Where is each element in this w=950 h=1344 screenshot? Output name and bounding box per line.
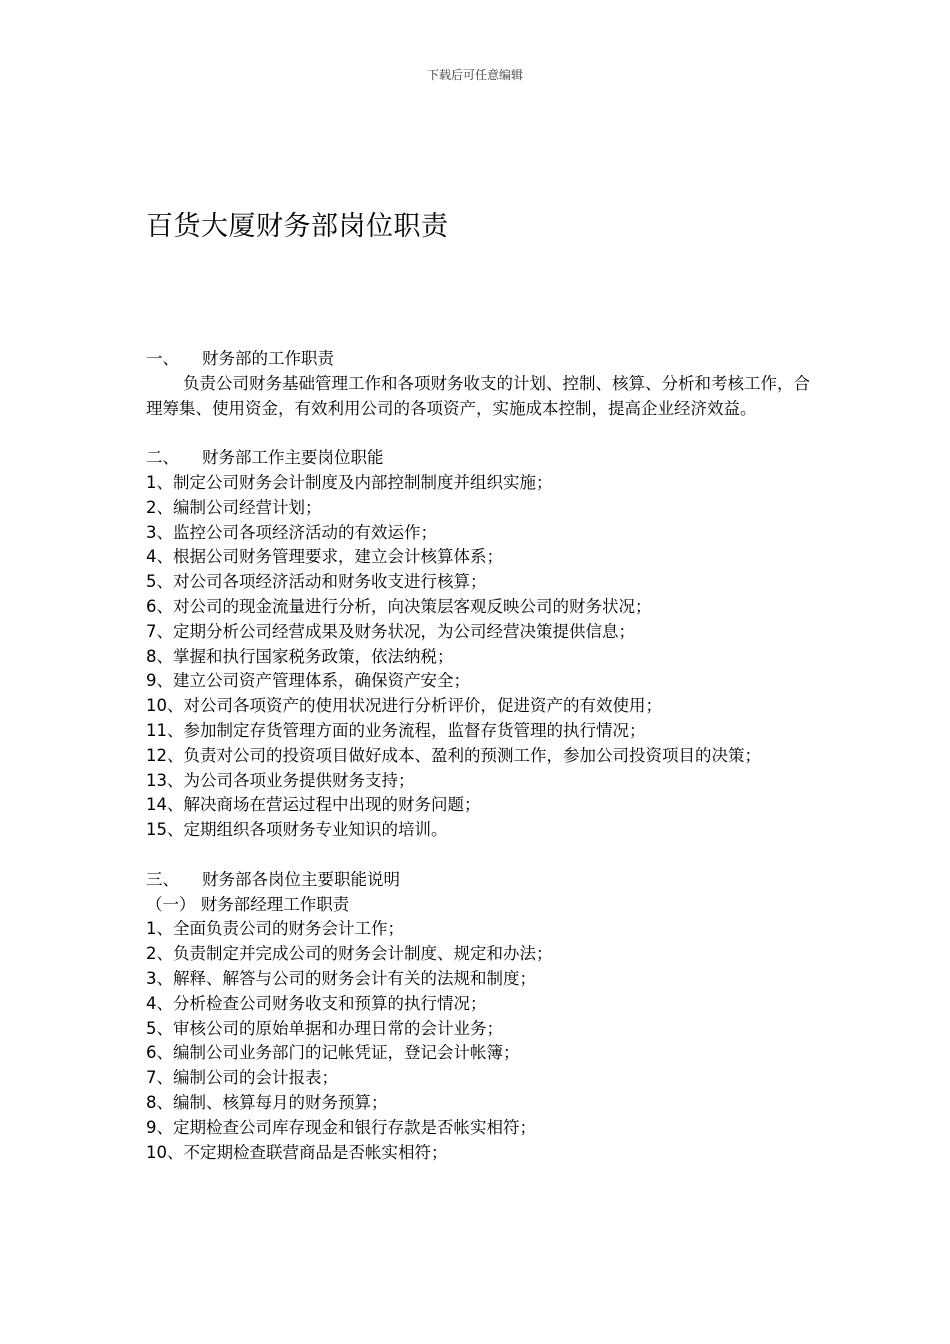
spacer (146, 843, 810, 868)
section-1-paragraph: 负责公司财务基础管理工作和各项财务收支的计划、控制、核算、分析和考核工作，合理筹集、使用资金，有效利用公司的各项资产，实施成本控制，提高企业经济效益。 (146, 373, 810, 418)
list-item: 8、掌握和执行国家税务政策，依法纳税； (146, 646, 454, 666)
list-item: 2、负责制定并完成公司的财务会计制度、规定和办法； (146, 944, 553, 964)
list-item: 3、监控公司各项经济活动的有效运作； (146, 522, 437, 542)
list-item: 9、定期检查公司库存现金和银行存款是否帐实相符； (146, 1117, 536, 1137)
section-3-title: 财务部各岗位主要职能说明 (202, 869, 400, 889)
section-3-heading (146, 868, 810, 893)
section-2-title: 财务部工作主要岗位职能 (202, 448, 384, 468)
list-item: 4、根据公司财务管理要求，建立会计核算体系； (146, 547, 503, 567)
list-item: 9、建立公司资产管理体系，确保资产安全； (146, 671, 470, 691)
header-note: 下载后可任意编辑 (426, 68, 523, 82)
section-2-list (146, 471, 810, 843)
list-item: 7、定期分析公司经营成果及财务状况，为公司经营决策提供信息； (146, 621, 635, 641)
list-item: 1、制定公司财务会计制度及内部控制制度并组织实施； (146, 472, 553, 492)
list-item: 10、对公司各项资产的使用状况进行分析评价，促进资产的有效使用； (146, 696, 662, 716)
list-item: 2、编制公司经营计划； (146, 497, 322, 517)
list-item: 7、编制公司的会计报表； (146, 1068, 338, 1088)
list-item: 10、不定期检查联营商品是否帐实相符； (146, 1142, 448, 1162)
list-item: 3、解释、解答与公司的财务会计有关的法规和制度； (146, 968, 536, 988)
list-item: 8、编制、核算每月的财务预算； (146, 1092, 388, 1112)
spacer (146, 421, 810, 446)
list-item: 12、负责对公司的投资项目做好成本、盈利的预测工作，参加公司投资项目的决策； (146, 745, 761, 765)
list-item: 11、参加制定存货管理方面的业务流程，监督存货管理的执行情况； (146, 720, 646, 740)
document-title: 百货大厦财务部岗位职责 (146, 211, 449, 242)
list-item: 13、为公司各项业务提供财务支持； (146, 770, 415, 790)
section-3-sub-heading: （一） 财务部经理工作职责 (146, 894, 350, 914)
section-1-heading (146, 347, 810, 372)
list-item: 14、解决商场在营运过程中出现的财务问题； (146, 795, 481, 815)
list-item: 1、全面负责公司的财务会计工作； (146, 919, 404, 939)
section-2-number: 二、 (146, 448, 179, 468)
section-3-number: 三、 (146, 869, 179, 889)
list-item: 5、审核公司的原始单据和办理日常的会计业务； (146, 1018, 503, 1038)
section-2-heading (146, 446, 810, 471)
document-body (146, 347, 810, 1165)
list-item: 6、对公司的现金流量进行分析，向决策层客观反映公司的财务状况； (146, 596, 652, 616)
list-item: 4、分析检查公司财务收支和预算的执行情况； (146, 993, 487, 1013)
list-item: 15、定期组织各项财务专业知识的培训。 (146, 820, 448, 840)
section-1-number: 一、 (146, 349, 179, 368)
list-item: 6、编制公司业务部门的记帐凭证，登记会计帐簿； (146, 1043, 520, 1063)
section-3-list (146, 917, 810, 1165)
section-1-title: 财务部的工作职责 (202, 349, 334, 368)
list-item: 5、对公司各项经济活动和财务收支进行核算； (146, 572, 487, 592)
